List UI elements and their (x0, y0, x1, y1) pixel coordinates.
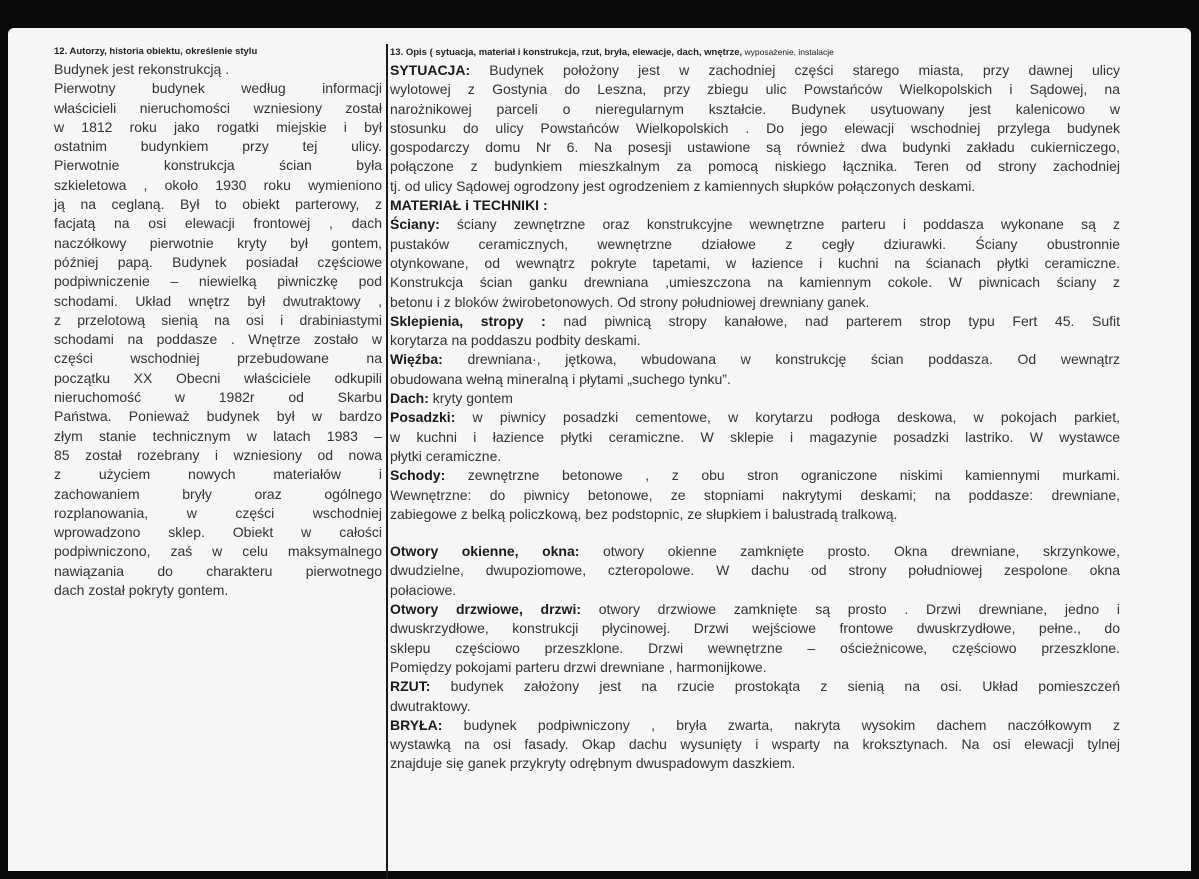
section-13-text: otwory drzwiowe zamknięte są prosto . Drzwi drewniane, jedno i (581, 601, 1120, 618)
section-13-keyword: Otwory okienne, okna: (390, 543, 580, 560)
section-13-line (390, 408, 1120, 427)
section-13-text: betonu i z bloków żwirobetonowych. Od strony południowej drewniany ganek. (390, 293, 870, 310)
section-13-text: ściany zewnętrzne oraz konstrukcyjne wewnętrzne parteru i poddasza wykonane są z (439, 216, 1120, 233)
section-13-text: Budynek położony jest w zachodniej części starego miasta, przy dawnej ulicy (470, 62, 1120, 78)
section-13-line (390, 677, 1120, 696)
section-12-line: rozplanowania, w części wschodniej (54, 504, 382, 521)
section-13-text: korytarza na poddaszu podbity deskami. (390, 332, 641, 349)
section-13-text: Konstrukcja ścian ganku drewniana ,umieszczona na kamiennym cokole. W piwnicach ściany z (390, 274, 1120, 291)
section-13-text: narożnikowej parceli o nieregularnym kształcie. Budynek usytuowany jest kalenicowo w (390, 100, 1120, 117)
section-13-keyword: SYTUACJA: (390, 62, 471, 78)
section-13-text: połaciowe. (390, 581, 457, 598)
section-13-line (390, 505, 1120, 524)
section-13-line (390, 561, 1120, 580)
section-12-line: schodami na poddasze . Wnętrze zostało w (54, 331, 382, 348)
section-13-heading-main: 13. Opis ( sytuacja, materiał i konstrukcja, rzut, bryła, elewacje, dach, wnętrze, (390, 47, 743, 58)
section-13-line (390, 697, 1120, 716)
section-13-line (390, 293, 1120, 312)
section-13-text: połączone z budynkiem mieszkalnym za pomocą niskiego łącznika. Teren od strony zachodniej (390, 158, 1120, 175)
section-13-heading-tail: wyposażenie, instalacje (742, 47, 834, 57)
section-12-line: 85 został rozebrany i wzniesiony od nowa (54, 446, 382, 463)
section-13-line (390, 370, 1120, 389)
section-13-text: budynek założony jest na rzucie prostokąta z sienią na osi. Układ pomieszczeń (430, 678, 1120, 695)
section-13-line (390, 754, 1120, 773)
section-13-text: tj. od ulicy Sądowej ogrodzony jest ogrodzeniem z kamiennych słupków połączonych deskami. (390, 177, 976, 194)
section-13-text: gospodarczy domu Nr 6. Na posesji ustawione są również dwa budynki zakładu cukierniczego, (390, 139, 1120, 156)
section-13-line (390, 619, 1120, 638)
section-13-line (390, 466, 1120, 485)
section-12 (54, 46, 382, 600)
section-12-heading: 12. Autorzy, historia obiektu, określenie stylu (54, 46, 258, 57)
section-13-body (390, 61, 1120, 774)
section-13-line (390, 177, 1120, 196)
section-13-text: obudowana wełną mineralną i płytami „suchego tynku”. (390, 370, 731, 387)
section-13-line (390, 254, 1120, 273)
section-12-line: ją na ceglaną. Był to obiekt parterowy, z (54, 196, 382, 213)
section-13-keyword: Ściany: (390, 216, 440, 233)
section-13-line (390, 61, 1120, 80)
section-13-text: Wewnętrzne: do piwnicy betonowe, ze stopniami nakrytymi deskami; na poddasze: drewniane, (390, 486, 1120, 503)
section-12-line: naczółkowy pierwotnie kryty był gontem, (54, 234, 382, 251)
section-13-line (390, 273, 1120, 292)
section-13-line (390, 119, 1120, 138)
section-13-line (390, 716, 1120, 735)
section-12-line: Państwa. Ponieważ budynek był w bardzo (54, 408, 382, 425)
section-13-line (390, 389, 1120, 408)
section-13-text: dwuskrzydłowe, konstrukcji płycinowej. Drzwi wejściowe frontowe dwuskrzydłowe, pełne., do (390, 620, 1120, 637)
section-12-line: z przelotową sienią na osi i drabiniastymi (54, 311, 382, 328)
section-13-text: kryty gontem (428, 390, 513, 407)
section-13-text: stosunku do ulicy Powstańców Wielkopolskich . Do jego elewacji wschodniej przylega budynek (390, 119, 1120, 136)
section-12-line: Pierwotnie konstrukcja ścian była (54, 157, 382, 174)
section-13-text: budynek podpiwniczony , bryła zwarta, nakryta wysokim dachem naczółkowym z (442, 716, 1120, 733)
section-13-line (390, 542, 1120, 561)
section-13-text: nad piwnicą stropy kanałowe, nad parterem strop typu Fert 45. Sufit (545, 312, 1120, 329)
section-13-text: sklepu częściowo przeszklone. Drzwi wewnętrzne – ościeżnicowe, częściowo przeszklone. (390, 639, 1120, 656)
section-13-line (390, 196, 1120, 215)
section-12-line: Budynek jest rekonstrukcją . (54, 61, 230, 77)
section-13-line (390, 312, 1120, 331)
section-13-text: wylotowej z Gostynia do Leszna, przy zbiegu ulic Powstańców Wielkopolskich i Sądowej, na (390, 81, 1120, 98)
section-13-line (390, 331, 1120, 350)
section-13-line (390, 428, 1120, 447)
section-12-line: nawiązania do charakteru pierwotnego (54, 562, 382, 579)
section-12-line: wprowadzono sklep. Obiekt w całości (54, 524, 382, 541)
section-13 (390, 46, 1120, 774)
section-13-text: wystawką na osi fasady. Okap dachu wysunięty i wsparty na kroksztynach. Na osi elewacji tylnej (390, 736, 1120, 753)
section-13-text: drewniana·, jętkowa, wbudowana w konstrukcję ścian poddasza. Od wewnątrz (442, 351, 1120, 368)
section-13-text: płytki ceramiczne. (390, 447, 502, 464)
section-13-line (390, 138, 1120, 157)
section-13-text: zabiegowe z belką policzkową, bez podstopnic, ze słupkiem i balustradą tralkową. (390, 505, 898, 522)
section-12-line: podpiwniczono, zaś w celu maksymalnego (54, 543, 382, 560)
section-13-text: znajduje się ganek przykryty odrębnym dwuspadowym daszkiem. (390, 755, 796, 772)
section-13-keyword: Posadzki: (390, 409, 456, 426)
section-12-body (54, 60, 382, 600)
section-12-line: schodami. Układ wnętrz był dwutraktowy , (54, 292, 382, 309)
section-13-line (390, 486, 1120, 505)
section-13-text: dwudzielne, dwupoziomowe, czteropolowe. W dachu od strony południowej zespolone okna (390, 562, 1120, 579)
section-12-line: początku XX Obecni właściciele odkupili (54, 369, 382, 386)
section-13-text: otynkowane, od wewnątrz pokryte tapetami, w łazience i kuchni na ścianach płytki ceramiczne. (390, 254, 1120, 271)
section-12-line: w 1812 roku jako rogatki miejskie i był (54, 118, 382, 135)
section-13-line (390, 447, 1120, 466)
section-13-text: otwory okienne zamknięte prosto. Okna drewniane, skrzynkowe, (579, 543, 1120, 560)
section-13-keyword: Więźba: (390, 351, 443, 368)
section-13-keyword: RZUT: (390, 678, 431, 695)
section-13-line (390, 100, 1120, 119)
section-13-line (390, 735, 1120, 754)
column-divider (386, 44, 388, 879)
section-13-keyword: BRYŁA: (390, 716, 443, 733)
section-13-line (390, 600, 1120, 619)
section-12-line: ostatnim budynkiem przy tej ulicy. (54, 138, 382, 155)
section-12-line: z użyciem nowych materiałów i (54, 466, 382, 483)
section-12-line: później papą. Budynek posiadał częściowe (54, 253, 382, 270)
section-12-line: nieruchomość w 1982r od Skarbu (54, 389, 382, 406)
section-13-keyword: Otwory drzwiowe, drzwi: (390, 601, 581, 618)
section-13-keyword: MATERIAŁ i TECHNIKI : (390, 197, 548, 214)
section-13-line (390, 658, 1120, 677)
section-12-line: facjatą na osi elewacji frontowej , dach (54, 215, 382, 232)
section-12-line: dach został pokryty gontem. (54, 582, 229, 599)
section-13-text: w kuchni i łazience płytki ceramiczne. W sklepie i magazynie posadzki lastriko. W wystawce (390, 428, 1120, 445)
section-12-line: szkieletowa , około 1930 roku wymieniono (54, 176, 382, 193)
section-12-line: złym stanie technicznym w latach 1983 – (54, 427, 382, 444)
section-13-heading (390, 46, 1120, 59)
section-13-keyword: Sklepienia, stropy : (390, 312, 546, 329)
section-13-text: w piwnicy posadzki cementowe, w korytarzu podłoga deskowa, w pokojach parkiet, (455, 409, 1120, 426)
section-13-text: zewnętrzne betonowe , z obu stron ograniczone niskimi kamiennymi murkami. (445, 467, 1120, 484)
section-13-line (390, 350, 1120, 369)
section-13-text: Pomiędzy pokojami parteru drzwi drewniane , harmonijkowe. (390, 658, 767, 675)
section-12-line: zachowaniem bryły oraz ogólnego (54, 485, 382, 502)
section-13-keyword: Schody: (390, 467, 446, 484)
section-13-line (390, 215, 1120, 234)
section-13-keyword: Dach: (390, 390, 429, 407)
section-13-line (390, 639, 1120, 658)
section-12-line: podpiwniczenie – niewielką piwniczkę pod (54, 273, 382, 290)
section-13-text: pustaków ceramicznych, wewnętrzne działowe z cegły dziurawki. Ściany obustronnie (390, 235, 1120, 252)
section-13-line (390, 80, 1120, 99)
section-12-line: Pierwotny budynek według informacji (54, 80, 382, 97)
section-13-line (390, 157, 1120, 176)
section-12-line: właścicieli nieruchomości wzniesiony został (54, 99, 382, 116)
section-13-text: dwutraktowy. (390, 697, 471, 714)
section-13-line (390, 235, 1120, 254)
section-12-line: części wschodniej przebudowane na (54, 350, 382, 367)
section-13-line (390, 581, 1120, 600)
paragraph-gap (390, 524, 1120, 542)
